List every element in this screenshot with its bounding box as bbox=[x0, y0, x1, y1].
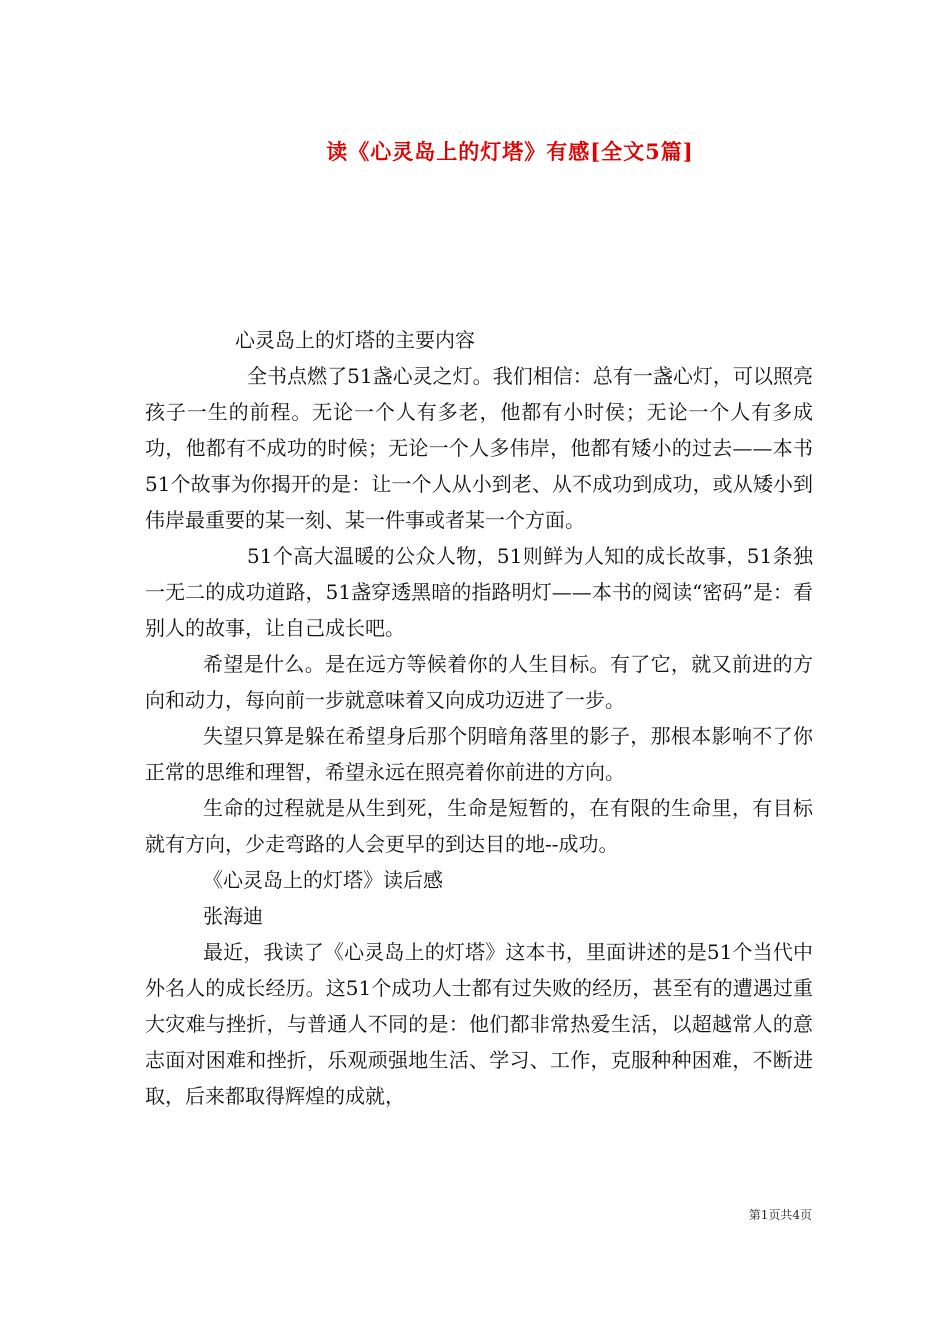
page-number: 第1页共4页 bbox=[748, 1208, 812, 1222]
body-paragraph: 希望是什么。是在远方等候着你的人生目标。有了它，就又前进的方向和动力，每向前一步就意味着又向成功迈进了一步。 bbox=[145, 652, 813, 712]
essay-title: 《心灵岛上的灯塔》读后感 bbox=[203, 868, 443, 892]
body-paragraph: 51个高大温暖的公众人物，51则鲜为人知的成长故事，51条独一无二的成功道路，51盏穿透黑暗的指路明灯——本书的阅读“密码”是：看别人的故事，让自己成长吧。 bbox=[145, 544, 813, 640]
body-paragraph: 失望只算是躲在希望身后那个阴暗角落里的影子，那根本影响不了你正常的思维和理智，希望永远在照亮着你前进的方向。 bbox=[145, 724, 813, 784]
body-paragraph: 全书点燃了51盏心灵之灯。我们相信：总有一盏心灯，可以照亮孩子一生的前程。无论一个人有多老，他都有小时侯；无论一个人有多成功，他都有不成功的时候；无论一个人多伟岸，他都有矮小的过去——本书51个故事为你揭开的是：让一个人从小到老、从不成功到成功，或从矮小到伟岸最重要的某一刻、某一件事或者某一个方面。 bbox=[145, 364, 813, 532]
body-paragraph: 最近，我读了《心灵岛上的灯塔》这本书，里面讲述的是51个当代中外名人的成长经历。这51个成功人士都有过失败的经历，甚至有的遭遇过重大灾难与挫折，与普通人不同的是：他们都非常热爱生活，以超越常人的意志面对困难和挫折，乐观顽强地生活、学习、工作，克服种种困难，不断进取，后来都取得辉煌的成就， bbox=[145, 940, 813, 1108]
section-heading: 心灵岛上的灯塔的主要内容 bbox=[235, 328, 475, 352]
document-body bbox=[145, 322, 813, 1114]
body-paragraph: 生命的过程就是从生到死，生命是短暂的，在有限的生命里，有目标就有方向，少走弯路的人会更早的到达目的地--成功。 bbox=[145, 796, 813, 856]
author-name: 张海迪 bbox=[203, 904, 263, 928]
document-title: 读《心灵岛上的灯塔》有感[全文5篇] bbox=[326, 139, 694, 164]
